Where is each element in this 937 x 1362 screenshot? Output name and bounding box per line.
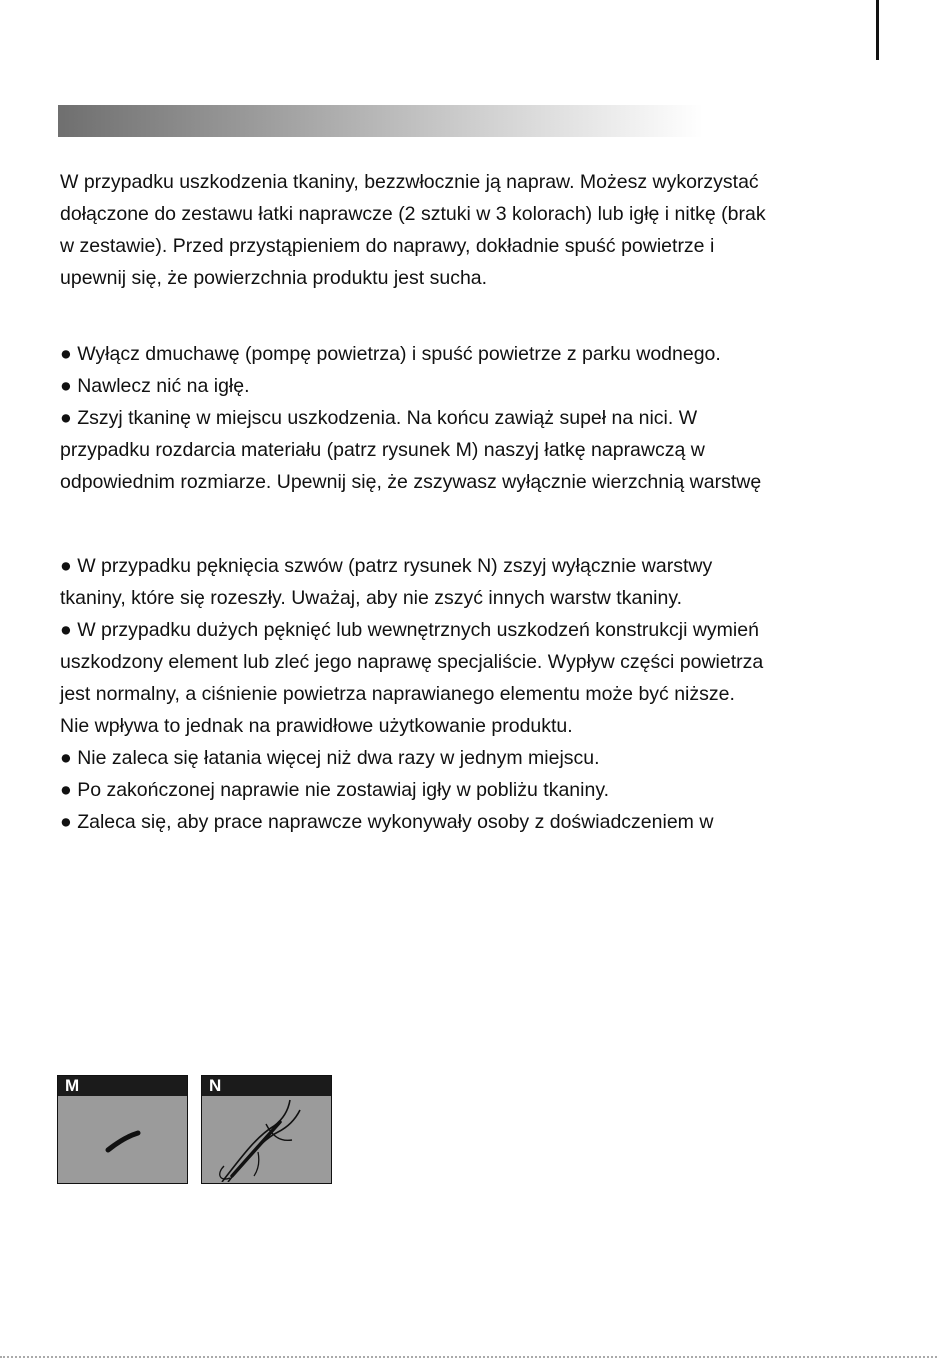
intro-paragraph [60, 166, 890, 294]
text-line: ● Zszyj tkaninę w miejscu uszkodzenia. Na końcu zawiąż supeł na nici. W [60, 407, 698, 429]
figure-n [201, 1075, 332, 1184]
steps-block-a [60, 338, 890, 498]
page-bottom-border [0, 1356, 937, 1358]
text-line: ● W przypadku pęknięcia szwów (patrz rysunek N) zszyj wyłącznie warstwy [60, 555, 713, 577]
text-line: ● W przypadku dużych pęknięć lub wewnętrznych uszkodzeń konstrukcji wymień [60, 619, 759, 641]
text-line: dołączone do zestawu łatki naprawcze (2 sztuki w 3 kolorach) lub igłę i nitkę (brak [60, 203, 766, 225]
text-line: ● Zaleca się, aby prace naprawcze wykonywały osoby z doświadczeniem w [60, 811, 714, 833]
figure-m [57, 1075, 188, 1184]
figure-m-label: M [58, 1076, 187, 1096]
seam-split-illustration [202, 1096, 330, 1182]
text-line: upewnij się, że powierzchnia produktu jest sucha. [60, 267, 488, 289]
fabric-tear-illustration [58, 1096, 186, 1182]
section-header-bar [58, 105, 703, 137]
steps-block-b [60, 550, 890, 838]
text-line: Nie wpływa to jednak na prawidłowe użytkowanie produktu. [60, 715, 573, 737]
text-line: W przypadku uszkodzenia tkaniny, bezzwłocznie ją napraw. Możesz wykorzystać [60, 171, 759, 193]
text-line: jest normalny, a ciśnienie powietrza naprawianego elementu może być niższe. [60, 683, 735, 705]
text-line: tkaniny, które się rozeszły. Uważaj, aby nie zszyć innych warstw tkaniny. [60, 587, 683, 609]
text-line: przypadku rozdarcia materiału (patrz rysunek M) naszyj łatkę naprawczą w [60, 439, 705, 461]
text-line: ● Po zakończonej naprawie nie zostawiaj igły w pobliżu tkaniny. [60, 779, 610, 801]
page-corner-marker [876, 0, 879, 60]
text-line: ● Nie zaleca się łatania więcej niż dwa razy w jednym miejscu. [60, 747, 600, 769]
text-line: w zestawie). Przed przystąpieniem do naprawy, dokładnie spuść powietrze i [60, 235, 715, 257]
figure-n-label: N [202, 1076, 331, 1096]
text-line: ● Nawlecz nić na igłę. [60, 375, 250, 397]
text-line: odpowiednim rozmiarze. Upewnij się, że zszywasz wyłącznie wierzchnią warstwę [60, 471, 762, 493]
text-line: ● Wyłącz dmuchawę (pompę powietrza) i spuść powietrze z parku wodnego. [60, 343, 721, 365]
text-line: uszkodzony element lub zleć jego naprawę specjaliście. Wypływ części powietrza [60, 651, 764, 673]
